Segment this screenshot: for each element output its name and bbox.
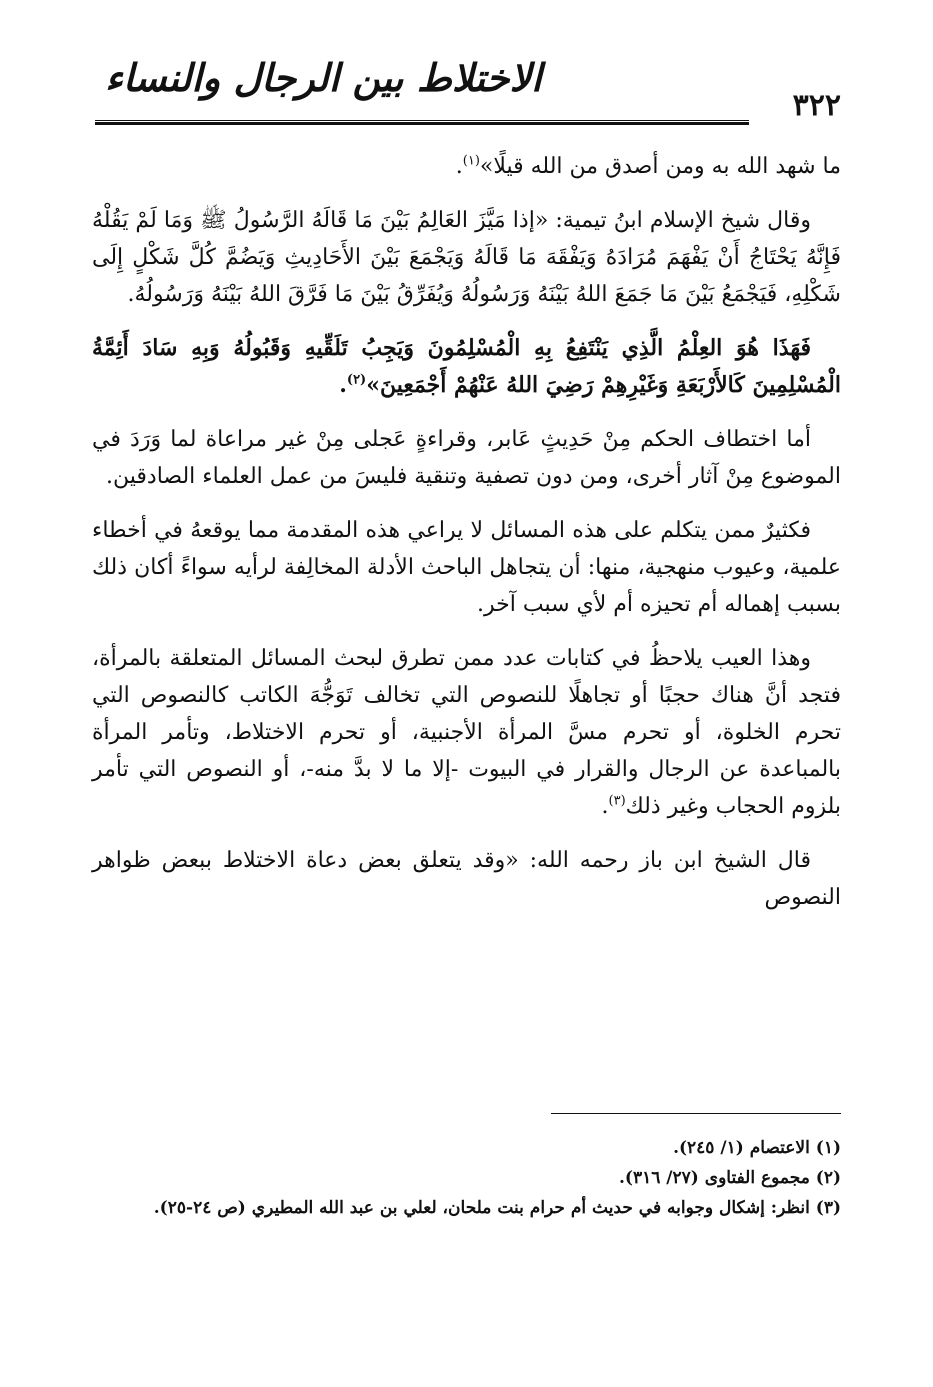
paragraph-3-text: فَهَذَا هُوَ العِلْمُ الَّذِي يَنْتَفِعُ بِهِ الْمُسْلِمُونَ وَيَجِبُ تَلَقِّيهِ وَقَبُولُهُ وَبِهِ سَادَ أَئِمَّةُ الْمُسْلِمِينَ كَالأَرْبَعَةِ وَغَيْرِهِمْ رَضِيَ اللهُ عَنْهُمْ أَجْمَعِينَ» (92, 335, 841, 398)
footnote-2: (٢) مجموع الفتاوى (٢٧/ ٣١٦). (619, 1168, 841, 1188)
paragraph-7: قال الشيخ ابن باز رحمه الله: «وقد يتعلق بعض دعاة الاختلاط ببعض ظواهر النصوص (92, 848, 841, 910)
paragraph-6: وهذا العيب يلاحظُ في كتابات عدد ممن تطرق لبحث المسائل المتعلقة بالمرأة، فتجد أنَّ هناك حجبًا أو تجاهلًا للنصوص التي تخالف تَوَجُّهَ الكاتب كالنصوص التي تحرم الخلوة، أو تحرم مسَّ المرأة الأجنبية، أو تحرم الاختلاط، وتأمر المرأة بالمباعدة عن الرجال والقرار في البيوت -إلا ما لا بدَّ منه-، أو النصوص التي تأمر بلزوم الحجاب وغير ذلك$^{(٣)}$. (92, 646, 841, 819)
footnote-ref-2[interactable]: (٢) (346, 372, 367, 388)
page-header (95, 55, 841, 125)
footnote-separator (551, 1113, 841, 1114)
header-rule (95, 122, 749, 125)
footnote-1: (١) الاعتصام (١/ ٢٤٥). (673, 1138, 841, 1158)
body-text (92, 148, 841, 933)
paragraph-1: ما شهد الله به ومن أصدق من الله قيلًا»$^{(١)}$. (455, 153, 841, 179)
page-number: ٣٢٢ (792, 88, 841, 123)
paragraph-2: وقال شيخ الإسلام ابنُ تيمية: «إذا مَيَّزَ العَالِمُ بَيْنَ مَا قَالَهُ الرَّسُولُ ﷺ وَمَا لَمْ يَقُلْهُ فَإِنَّهُ يَحْتَاجُ أَنْ يَفْهَمَ مُرَادَهُ وَيَفْقَهَ مَا قَالَهُ وَيَجْمَعَ بَيْنَ الأَحَادِيثِ وَيَضُمَّ كُلَّ شَكْلٍ إِلَى شَكْلِهِ، فَيَجْمَعُ بَيْنَ مَا جَمَعَ اللهُ بَيْنَهُ وَرَسُولُهُ وَيُفَرِّقُ بَيْنَ مَا فَرَّقَ اللهُ بَيْنَهُ وَرَسُولُهُ. (92, 208, 841, 307)
paragraph-3: فَهَذَا هُوَ العِلْمُ الَّذِي يَنْتَفِعُ بِهِ الْمُسْلِمُونَ وَيَجِبُ تَلَقِّيهِ وَقَبُولُهُ وَبِهِ سَادَ أَئِمَّةُ الْمُسْلِمِينَ كَالأَرْبَعَةِ وَغَيْرِهِمْ رَضِيَ اللهُ عَنْهُمْ أَجْمَعِينَ»$^{(٢)}$. (92, 335, 841, 398)
footnote-ref-3[interactable]: (٣) (608, 793, 626, 809)
header-rule-thin (95, 120, 749, 121)
running-title: الاختلاط بين الرجال والنساء (105, 55, 542, 100)
paragraph-5: فكثيرٌ ممن يتكلم على هذه المسائل لا يراعي هذه المقدمة مما يوقعهُ في أخطاء علمية، وعيوب منهجية، منها: أن يتجاهل الباحث الأدلة المخالِفة لرأيه سواءً أكان ذلك بسبب إهماله أم تحيزه أم لأي سبب آخر. (92, 518, 841, 617)
paragraph-1-text: ما شهد الله به ومن أصدق من الله قيلًا» (479, 154, 841, 179)
footnote-ref-1[interactable]: (١) (462, 153, 480, 169)
footnotes (92, 1133, 841, 1223)
paragraph-4: أما اختطاف الحكم مِنْ حَدِيثٍ عَابر، وقراءةٍ عَجلى مِنْ غير مراعاة لما وَرَدَ في الموضوع مِنْ آثار أخرى، ومن دون تصفية وتنقية فليسَ من عمل العلماء الصادقين. (92, 427, 841, 489)
footnote-3: (٣) انظر: إشكال وجوابه في حديث أم حرام بنت ملحان، لعلي بن عبد الله المطيري (ص ٢٤-٢٥). (153, 1198, 841, 1218)
paragraph-6-text: وهذا العيب يلاحظُ في كتابات عدد ممن تطرق لبحث المسائل المتعلقة بالمرأة، فتجد أنَّ هناك حجبًا أو تجاهلًا للنصوص التي تخالف تَوَجُّهَ الكاتب كالنصوص التي تحرم الخلوة، أو تحرم مسَّ المرأة الأجنبية، أو تحرم الاختلاط، وتأمر المرأة بالمباعدة عن الرجال والقرار في البيوت -إلا ما لا بدَّ منه-، أو النصوص التي تأمر بلزوم الحجاب وغير ذلك (92, 646, 841, 819)
